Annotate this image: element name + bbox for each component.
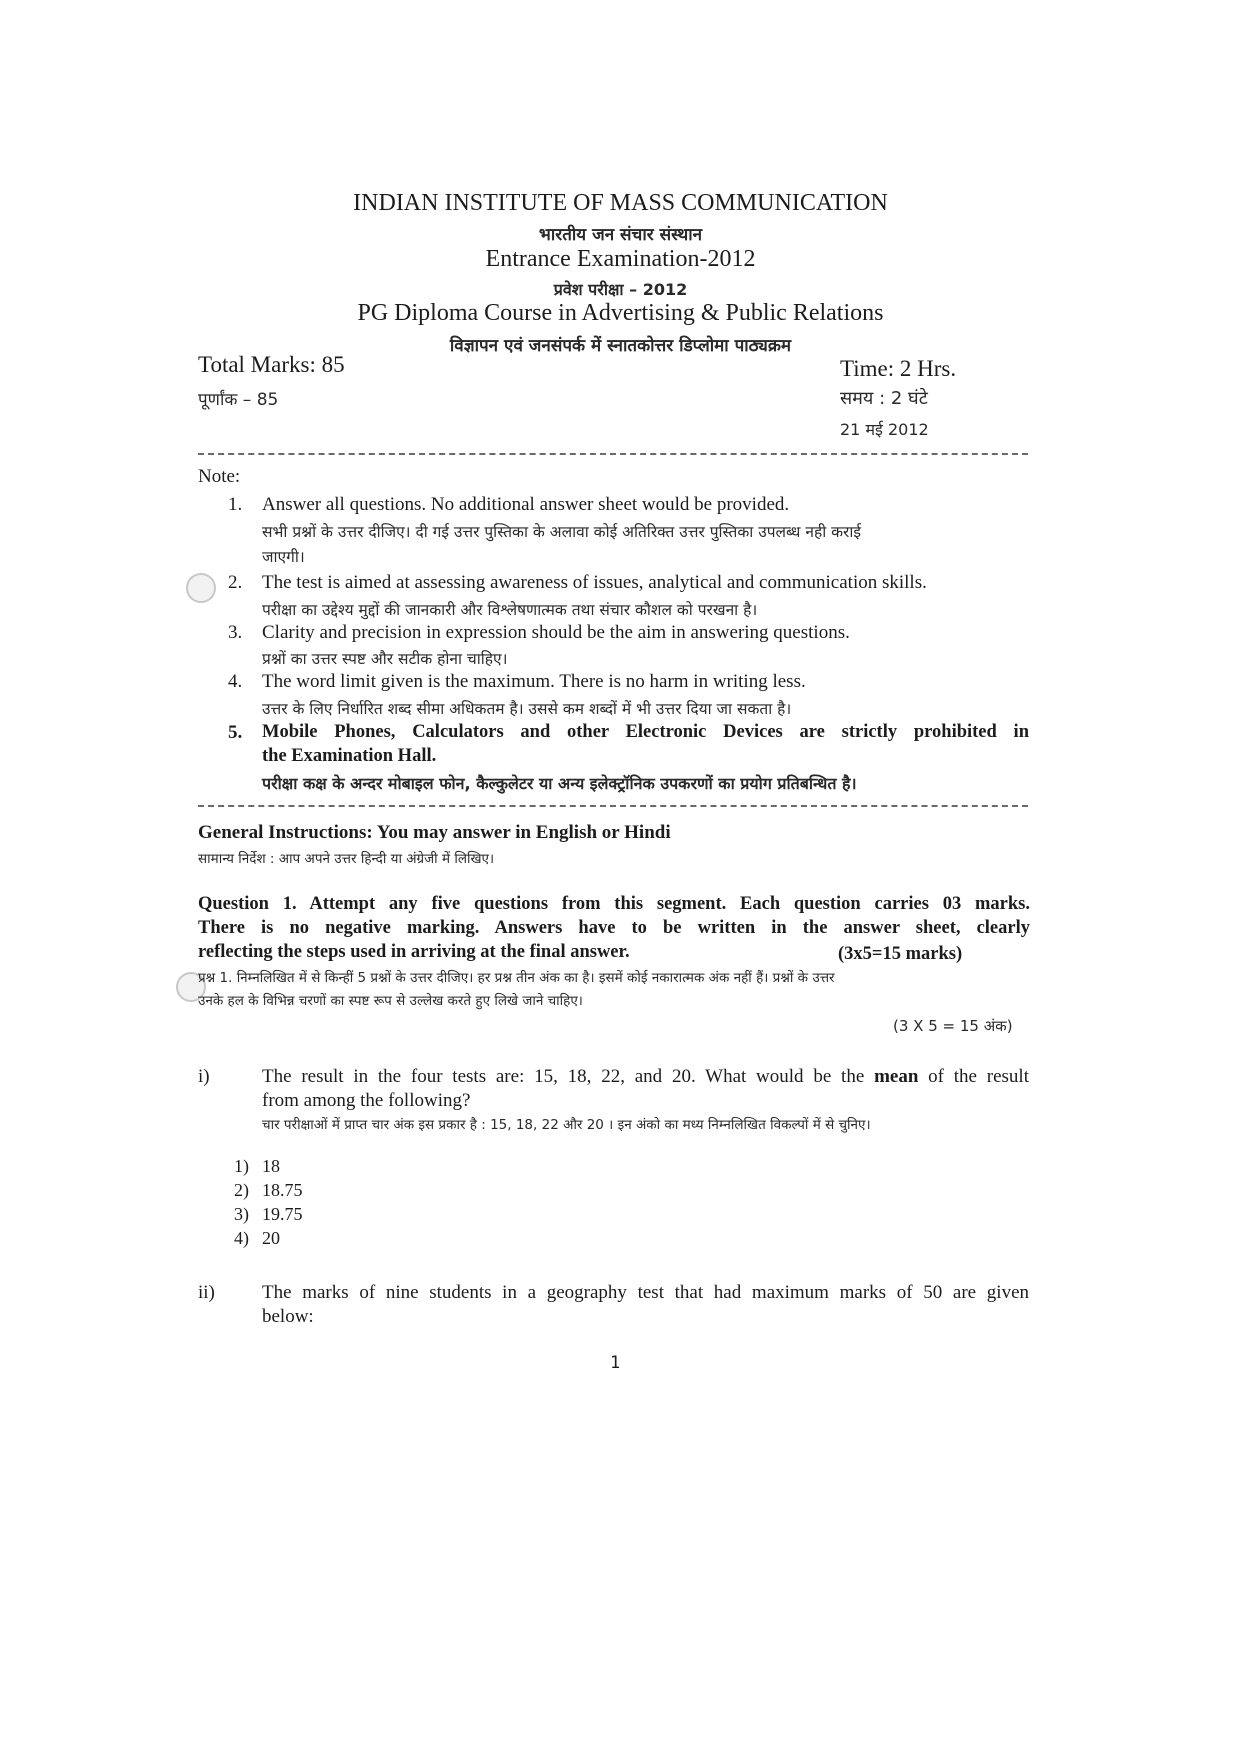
subquestion-i-text-end: of the result [918, 1066, 1029, 1087]
exam-date: 21 मई 2012 [840, 420, 929, 439]
question-1-marks-hi: (3 X 5 = 15 अंक) [893, 1017, 1013, 1035]
question-1-hi-line-1: प्रश्न 1. निम्नलिखित में से किन्हीं 5 प्रश्नों के उत्तर दीजिए। हर प्रश्न तीन अंक का है। इसमें कोई नकारात्मक अंक नहीं हैं। प्रश्नों के उत्तर [198, 970, 835, 986]
divider [198, 453, 1028, 455]
note-4-hi: उत्तर के लिए निर्धारित शब्द सीमा अधिकतम है। उससे कम शब्दों में भी उत्तर दिया जा सकता है। [262, 700, 792, 718]
institute-name-en: INDIAN INSTITUTE OF MASS COMMUNICATION [353, 190, 888, 216]
time-hi: समय : 2 घंटे [840, 388, 928, 409]
subquestion-i-hi: चार परीक्षाओं में प्राप्त चार अंक इस प्रकार है : 15, 18, 22 और 20 । इन अंको का मध्य निम्नलिखित विकल्पों में से चुनिए। [262, 1117, 871, 1133]
option-2-number: 2) [234, 1180, 249, 1200]
notes-heading: Note: [198, 466, 241, 487]
note-3-number: 3. [228, 622, 243, 643]
option-3-text: 19.75 [262, 1204, 303, 1224]
note-2-hi: परीक्षा का उद्देश्य मुद्दों की जानकारी और विश्लेषणात्मक तथा संचार कौशल को परखना है। [262, 601, 758, 619]
note-1-hi: सभी प्रश्नों के उत्तर दीजिए। दी गई उत्तर पुस्तिका के अलावा कोई अतिरिक्त उत्तर पुस्तिका उपलब्ध नही कराई [262, 523, 862, 541]
institute-name-hi: भारतीय जन संचार संस्थान [538, 225, 703, 245]
note-4-number: 4. [228, 671, 243, 692]
total-marks-en: Total Marks: 85 [198, 352, 345, 377]
subquestion-i-line-1 [262, 1066, 1029, 1088]
note-5-en: Mobile Phones, Calculators and other Electronic Devices are strictly prohibited in [262, 722, 1029, 742]
question-1-marks: (3x5=15 marks) [838, 944, 963, 964]
page-number: 1 [610, 1353, 621, 1373]
subquestion-i-text: The result in the four tests are: 15, 18, 22, and 20. What would be the [262, 1066, 875, 1087]
question-1-line-2: There is no negative marking. Answers have to be written in the answer sheet, clearly [198, 918, 1030, 938]
divider [198, 805, 1028, 807]
note-1-number: 1. [228, 494, 243, 515]
course-title-en: PG Diploma Course in Advertising & Public Relations [357, 300, 884, 326]
course-title-hi: विज्ञापन एवं जनसंपर्क में स्नातकोत्तर डिप्लोमा पाठ्यक्रम [449, 336, 792, 356]
option-4-text: 20 [262, 1228, 280, 1248]
question-1-hi-line-2: उनके हल के विभिन्न चरणों का स्पष्ट रूप से उल्लेख करते हुए लिखे जाने चाहिए। [198, 993, 583, 1009]
note-1-en: Answer all questions. No additional answer sheet would be provided. [262, 494, 790, 515]
note-5-hi: परीक्षा कक्ष के अन्दर मोबाइल फोन, कैल्कुलेटर या अन्य इलेक्ट्रॉनिक उपकरणों का प्रयोग प्रतिबन्धित है। [262, 774, 857, 793]
option-2-text: 18.75 [262, 1180, 303, 1200]
subquestion-i-number: i) [198, 1066, 210, 1087]
note-3-en: Clarity and precision in expression should be the aim in answering questions. [262, 622, 850, 643]
general-instructions-hi: सामान्य निर्देश : आप अपने उत्तर हिन्दी या अंग्रेजी में लिखिए। [198, 851, 495, 867]
option-1-number: 1) [234, 1156, 249, 1176]
exam-title-hi: प्रवेश परीक्षा – 2012 [553, 280, 688, 299]
subquestion-i-line-2: from among the following? [262, 1090, 471, 1111]
total-marks-hi: पूर्णांक – 85 [198, 390, 279, 410]
exam-title-en: Entrance Examination-2012 [485, 246, 756, 272]
option-1-text: 18 [262, 1156, 280, 1176]
note-3-hi: प्रश्नों का उत्तर स्पष्ट और सटीक होना चाहिए। [262, 650, 508, 668]
option-4-number: 4) [234, 1228, 249, 1248]
note-2-number: 2. [228, 572, 243, 593]
subquestion-ii-line-1: The marks of nine students in a geography test that had maximum marks of 50 are given [262, 1282, 1029, 1303]
note-5-number: 5. [228, 722, 243, 743]
note-5-en-cont: the Examination Hall. [262, 746, 437, 766]
subquestion-ii-number: ii) [198, 1282, 215, 1303]
punch-hole [186, 573, 216, 603]
note-1-hi-cont: जाएगी। [262, 548, 305, 566]
subquestion-i-keyword: mean [874, 1066, 919, 1087]
note-2-en: The test is aimed at assessing awareness of issues, analytical and communication skills. [262, 572, 927, 593]
subquestion-ii-line-2: below: [262, 1306, 314, 1327]
note-4-en: The word limit given is the maximum. There is no harm in writing less. [262, 671, 806, 692]
question-1-line-3: reflecting the steps used in arriving at the final answer. [198, 942, 630, 962]
option-3-number: 3) [234, 1204, 249, 1224]
question-1-line-1: Question 1. Attempt any five questions from this segment. Each question carries 03 marks. [198, 894, 1030, 914]
time-en: Time: 2 Hrs. [840, 356, 957, 381]
general-instructions-en: General Instructions: You may answer in English or Hindi [198, 822, 671, 843]
